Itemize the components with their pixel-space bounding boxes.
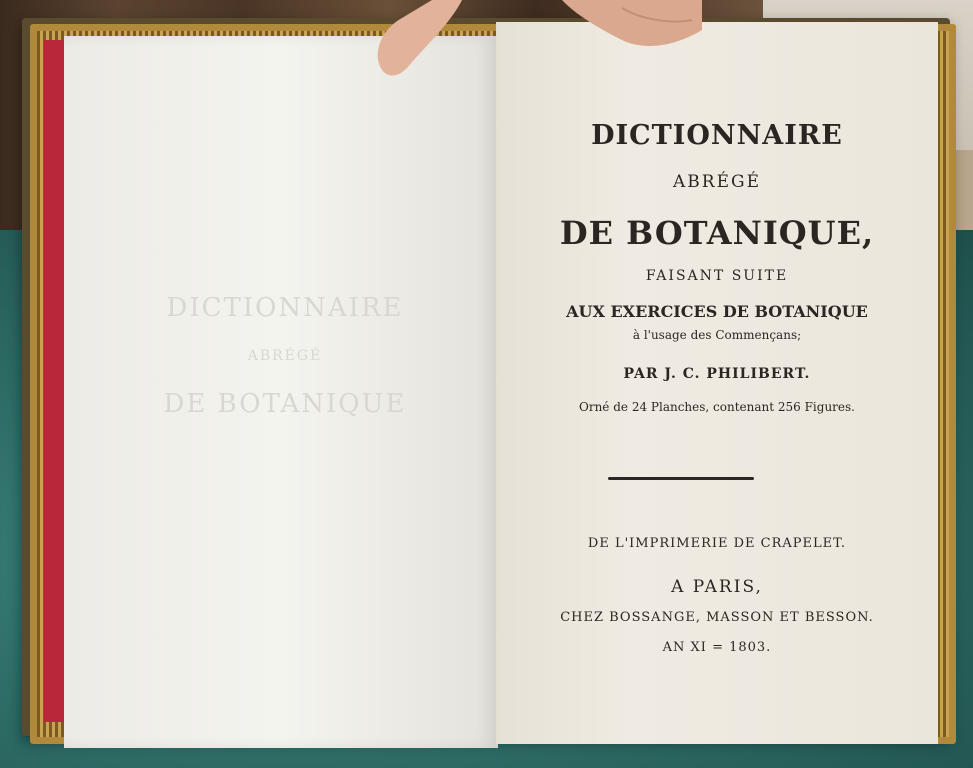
show-through-text <box>120 280 450 432</box>
plates-line: Orné de 24 Planches, contenant 256 Figures. <box>579 400 855 414</box>
subtitle-usage: à l'usage des Commençans; <box>632 328 802 342</box>
author-line: PAR J. C. PHILIBERT. <box>623 366 811 382</box>
subtitle-faisant-suite: FAISANT SUITE <box>645 268 789 284</box>
ornamental-rule <box>608 477 754 480</box>
title-main: DICTIONNAIRE <box>591 120 843 151</box>
title-page <box>496 22 938 744</box>
left-page-blank <box>64 36 498 748</box>
hand-holding-page <box>372 0 702 80</box>
ghost-line-1: DICTIONNAIRE <box>166 293 404 323</box>
printer-line: DE L'IMPRIMERIE DE CRAPELET. <box>587 536 847 551</box>
title-abrege: ABRÉGÉ <box>673 172 761 192</box>
subtitle-exercices: AUX EXERCICES DE BOTANIQUE <box>566 302 868 321</box>
title-botanique: DE BOTANIQUE, <box>559 214 875 252</box>
ghost-line-3: DE BOTANIQUE <box>163 389 407 419</box>
date-line: AN XI = 1803. <box>662 640 772 655</box>
ghost-line-2: ABRÉGÉ <box>247 348 323 364</box>
publisher-line: CHEZ BOSSANGE, MASSON ET BESSON. <box>560 610 874 625</box>
place-line: A PARIS, <box>671 577 763 597</box>
